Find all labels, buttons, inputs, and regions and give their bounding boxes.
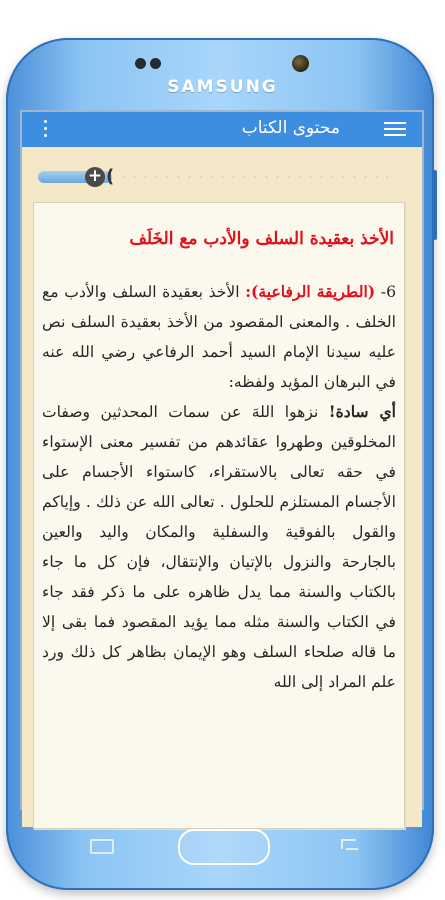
- paragraph-text: الأخذ بعقيدة السلف والأدب مع الخلف . والمعنى المقصود من الأخذ بعقيدة السلف نص عليه سيدنا الإمام السيد أحمد الرفاعي رضي الله عنه في البرهان المؤيد ولفظه:: [42, 283, 396, 391]
- page-title: الأخذ بعقيدة السلف والأدب مع الخَلَف: [129, 229, 394, 249]
- slider-track: [118, 176, 388, 178]
- paragraph-number: 6-: [380, 283, 396, 301]
- sensor-dot: [135, 58, 146, 69]
- page-body: [42, 277, 396, 697]
- page-scroll-slider[interactable]: [38, 168, 398, 186]
- front-camera: [292, 55, 309, 72]
- quote-text: نزهوا اللهَ عن سمات المحدثين وصفات المخلوقين وطهروا عقائدهم من تفسير معنى الإستواء في حقه تعالى بالاستقراء، كاستواء الأجسام على الأجسام المستلزم للحلول . تعالى الله عن ذلك . وإياكم والقول بالفوقية والسفلية والمكان واليد والعين بالجارحة والنزول بالإتيان والإنتقال، فإن كل ما جاء بالكتاب والسنة مما يدل ظاهره على ما ذكر فقد جاء في الكتاب والسنة مثله مما يؤيد المقصود فما بقى إلا ما قاله صلحاء السلف وهو الإيمان بظاهر كل ذلك ورد علم المراد إلى الله: [42, 403, 396, 691]
- kebab-menu-icon[interactable]: [42, 120, 48, 140]
- nav-recent-apps-icon[interactable]: [338, 838, 360, 851]
- home-button[interactable]: [178, 829, 270, 865]
- hamburger-menu-icon[interactable]: [384, 122, 406, 137]
- paragraph-heading: (الطريقة الرفاعية):: [245, 282, 376, 301]
- quote-lead: أي سادة!: [328, 402, 396, 421]
- side-button: [433, 170, 437, 240]
- device-brand: SAMSUNG: [167, 77, 278, 97]
- slider-bracket: (: [106, 166, 115, 187]
- sensor-dot: [150, 58, 161, 69]
- book-page: [33, 202, 405, 829]
- app-bar-title: محتوى الكتاب: [241, 118, 340, 138]
- nav-back-icon[interactable]: [90, 839, 114, 854]
- app-bar: [22, 112, 422, 147]
- slider-thumb-plus-icon[interactable]: +: [85, 167, 105, 187]
- paragraph: [42, 277, 396, 397]
- quote-paragraph: [42, 397, 396, 697]
